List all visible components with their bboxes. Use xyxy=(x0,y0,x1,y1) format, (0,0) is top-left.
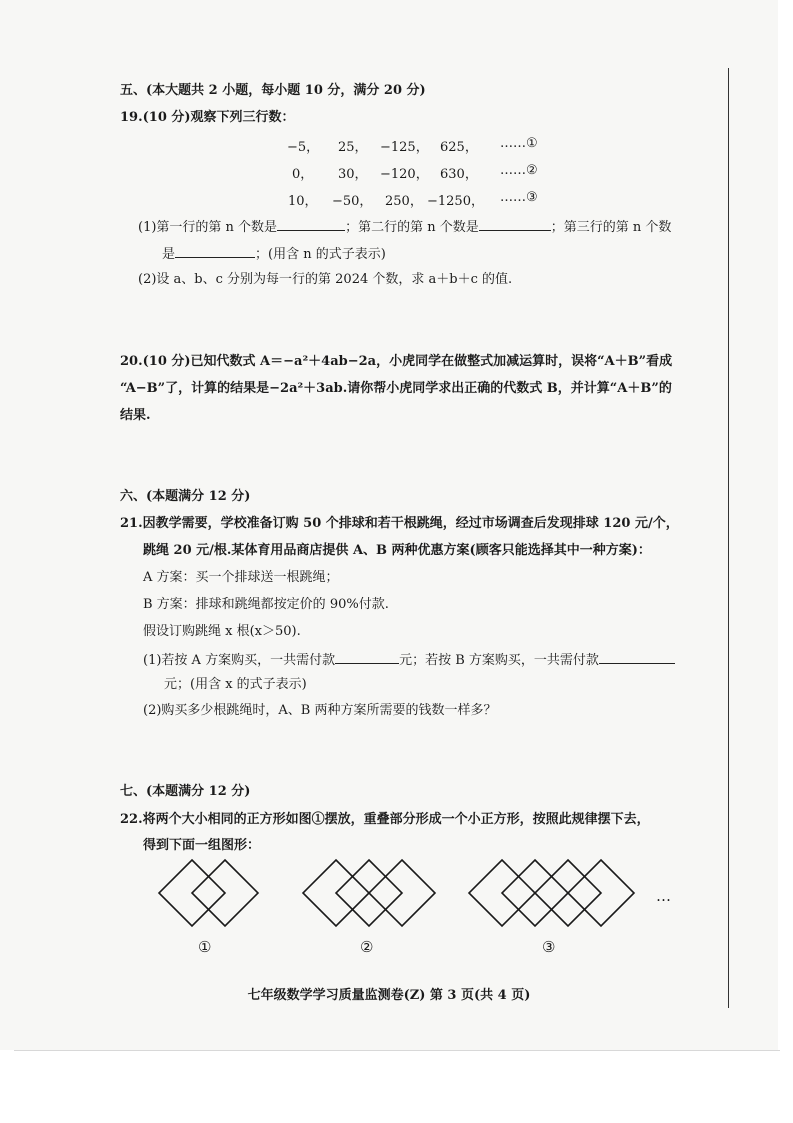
answer-blank-3[interactable] xyxy=(175,245,255,258)
q19-cell: −5， xyxy=(287,140,320,155)
q19-cell: ……① xyxy=(500,136,538,151)
q21-plan-b: B 方案：排球和跳绳都按定价的 90%付款. xyxy=(143,597,389,612)
figure-ellipsis: … xyxy=(656,887,671,905)
q19-cell: 25， xyxy=(338,140,368,155)
figure-2-label: ② xyxy=(360,938,374,956)
q19-cell: 630， xyxy=(440,167,478,182)
page-footer: 七年级数学学习质量监测卷(Z) 第 3 页(共 4 页) xyxy=(247,988,531,1003)
q19-cell: −120， xyxy=(380,167,429,182)
figure-3-squares xyxy=(469,860,634,926)
q21-part2: (2)购买多少根跳绳时，A、B 两种方案所需要的钱数一样多？ xyxy=(143,703,497,718)
figure-2-squares xyxy=(303,860,435,926)
section6-header: 六、(本题满分 12 分) xyxy=(120,489,251,504)
section7-header: 七、(本题满分 12 分) xyxy=(120,784,251,799)
q19-cell: 30， xyxy=(338,167,368,182)
q21-p1-text-a: (1)若按 A 方案购买，一共需付款 xyxy=(143,653,336,668)
q20-line1: 20.(10 分)已知代数式 A＝−a²＋4ab−2a，小虎同学在做整式加减运算时，误将“A＋B”看成 xyxy=(120,354,673,369)
q19-p1-text-d: 是 xyxy=(162,247,176,262)
q19-stem: 19.(10 分)观察下列三行数： xyxy=(120,110,295,125)
q19-cell: −125， xyxy=(380,140,429,155)
q20-line2: “A−B”了，计算的结果是−2a²＋3ab.请你帮小虎同学求出正确的代数式 B，并计算“A＋B”的 xyxy=(120,381,672,396)
answer-blank-2[interactable] xyxy=(479,218,551,231)
q19-cell: −1250， xyxy=(427,194,484,209)
q19-p1-text-e: ；(用含 n 的式子表示) xyxy=(255,247,386,262)
answer-blank-1[interactable] xyxy=(277,218,345,231)
answer-blank-4[interactable] xyxy=(335,651,399,664)
q19-part2: (2)设 a、b、c 分别为每一行的第 2024 个数，求 a＋b＋c 的值. xyxy=(138,272,513,287)
q21-assume: 假设订购跳绳 x 根(x＞50). xyxy=(143,624,301,639)
q19-part1-cont xyxy=(162,245,386,263)
q19-cell: 250， xyxy=(385,194,423,209)
q19-cell: ……③ xyxy=(500,190,538,205)
q22-line1: 22.将两个大小相同的正方形如图①摆放，重叠部分形成一个小正方形，按照此规律摆下去， xyxy=(120,812,650,827)
q21-line2: 跳绳 20 元/根.某体育用品商店提供 A、B 两种优惠方案(顾客只能选择其中一种方案)： xyxy=(143,543,651,558)
answer-blank-5[interactable] xyxy=(599,651,675,664)
q21-part1-cont: 元；(用含 x 的式子表示) xyxy=(164,677,307,692)
figure-1-label: ① xyxy=(198,938,212,956)
q19-row-2 xyxy=(0,163,728,182)
page-edge xyxy=(14,1050,780,1051)
q19-cell: 10， xyxy=(288,194,318,209)
q19-cell: ……② xyxy=(500,163,538,178)
q19-row-1 xyxy=(0,136,728,155)
figure-1-squares xyxy=(159,860,258,926)
q21-p1-text-b: 元；若按 B 方案购买，一共需付款 xyxy=(399,653,599,668)
q19-row-3 xyxy=(0,190,728,209)
q19-part1 xyxy=(138,218,671,236)
margin-rule xyxy=(728,68,729,1008)
q21-plan-a: A 方案：买一个排球送一根跳绳； xyxy=(143,570,339,585)
q22-line2: 得到下面一组图形： xyxy=(143,838,261,853)
q19-cell: 0， xyxy=(292,167,314,182)
q21-line1: 21.因教学需要，学校准备订购 50 个排球和若干根跳绳，经过市场调查后发现排球 120 元/个， xyxy=(120,516,679,531)
q19-cell: −50， xyxy=(332,194,373,209)
q19-p1-text-b: ；第二行的第 n 个数是 xyxy=(345,220,479,235)
q19-p1-text-c: ；第三行的第 n 个数 xyxy=(550,220,672,235)
figure-3-label: ③ xyxy=(542,938,556,956)
section5-header: 五、(本大题共 2 小题，每小题 10 分，满分 20 分) xyxy=(120,83,426,98)
q21-part1 xyxy=(143,651,675,669)
q20-line3: 结果. xyxy=(120,408,151,423)
q19-cell: 625， xyxy=(440,140,478,155)
q19-p1-text-a: (1)第一行的第 n 个数是 xyxy=(138,220,278,235)
